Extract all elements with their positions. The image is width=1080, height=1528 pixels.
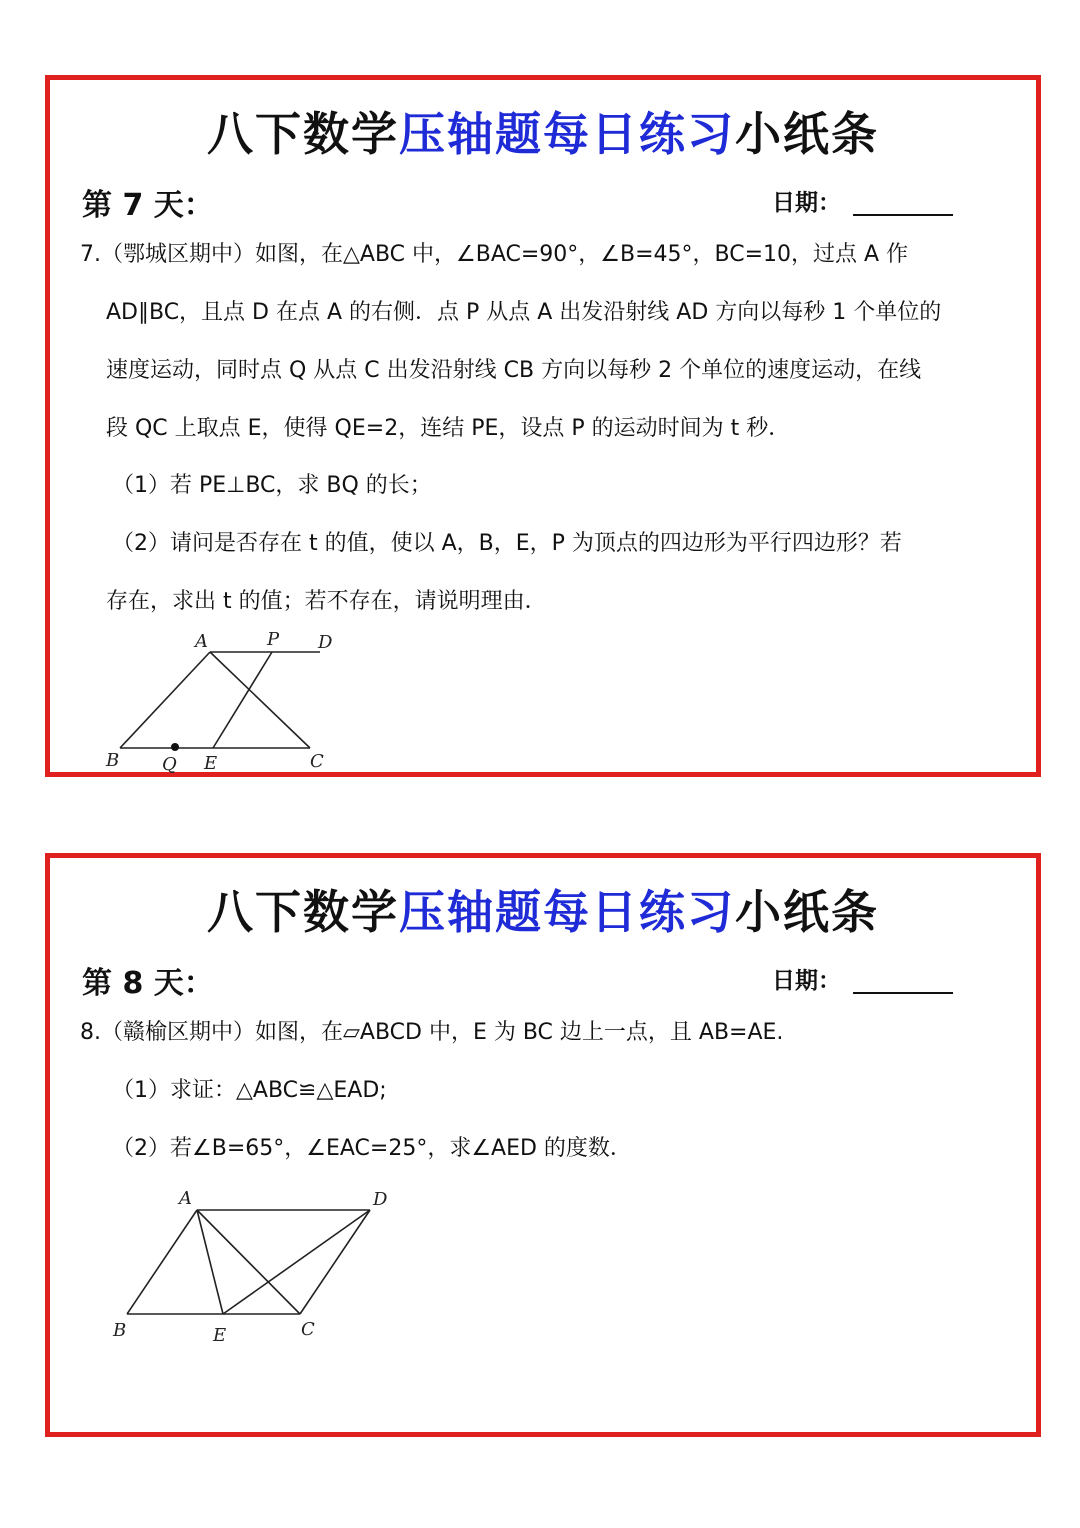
title-part-3: 小纸条 <box>735 107 879 161</box>
date-blank-line <box>853 972 953 994</box>
label-B: B <box>106 750 120 771</box>
title-part-1: 八下数学 <box>207 107 399 161</box>
label-C: C <box>301 1319 315 1340</box>
question-1: （1）若 PE⊥BC，求 BQ 的长； <box>112 473 432 498</box>
question-1: （1）求证：△ABC≌△EAD; <box>112 1078 387 1103</box>
geometry-figure-1 <box>100 628 400 778</box>
title-part-1: 八下数学 <box>207 885 399 939</box>
segment-AC <box>197 1210 300 1314</box>
problem-line: 段 QC 上取点 E，使得 QE=2，连结 PE，设点 P 的运动时间为 t 秒． <box>106 416 791 441</box>
problem-line: 8.（赣榆区期中）如图，在▱ABCD 中，E 为 BC 边上一点，且 AB=AE. <box>80 1020 784 1045</box>
label-C: C <box>310 751 324 772</box>
question-2: （2）若∠B=65°，∠EAC=25°，求∠AED 的度数． <box>112 1136 632 1161</box>
practice-card-day8 <box>45 853 1041 1437</box>
segment-AE <box>197 1210 223 1314</box>
date-label: 日期： <box>772 190 841 216</box>
day-label: 第 8 天： <box>82 966 214 1001</box>
segment-AB <box>120 652 210 748</box>
label-P: P <box>267 629 280 650</box>
segment-ED <box>223 1210 370 1314</box>
practice-card-day7 <box>45 75 1041 777</box>
date-label: 日期： <box>772 968 841 994</box>
question-2: （2）请问是否存在 t 的值，使以 A，B，E，P 为顶点的四边形为平行四边形？若 <box>112 531 902 556</box>
segment-PE <box>213 652 272 748</box>
segment-AC <box>210 652 310 748</box>
geometry-figure-2 <box>105 1178 455 1353</box>
label-B: B <box>113 1320 127 1341</box>
date-field <box>772 184 953 217</box>
problem-line: AD∥BC，且点 D 在点 A 的右侧．点 P 从点 A 出发沿射线 AD 方向以每秒 1 个单位的 <box>106 300 942 325</box>
segment-AB <box>127 1210 197 1314</box>
label-E: E <box>213 1325 227 1346</box>
day-label: 第 7 天： <box>82 188 214 223</box>
title-part-3: 小纸条 <box>735 885 879 939</box>
label-Q: Q <box>162 754 177 775</box>
problem-line: 速度运动，同时点 Q 从点 C 出发沿射线 CB 方向以每秒 2 个单位的速度运动，在线 <box>106 358 922 383</box>
point-Q-dot <box>171 743 179 751</box>
card-title <box>50 876 1036 942</box>
question-2-continued: 存在，求出 t 的值；若不存在，请说明理由． <box>106 589 547 614</box>
label-A: A <box>195 631 208 652</box>
date-blank-line <box>853 194 953 216</box>
title-part-2-highlight: 压轴题每日练习 <box>399 885 735 939</box>
label-D: D <box>373 1189 388 1210</box>
label-D: D <box>318 632 333 653</box>
segment-CD <box>300 1210 370 1314</box>
date-field <box>772 962 953 995</box>
title-part-2-highlight: 压轴题每日练习 <box>399 107 735 161</box>
card-title <box>50 98 1036 164</box>
label-A: A <box>179 1188 192 1209</box>
problem-line: 7.（鄂城区期中）如图，在△ABC 中，∠BAC=90°，∠B=45°，BC=10，过点 A 作 <box>80 242 909 267</box>
label-E: E <box>204 753 218 774</box>
